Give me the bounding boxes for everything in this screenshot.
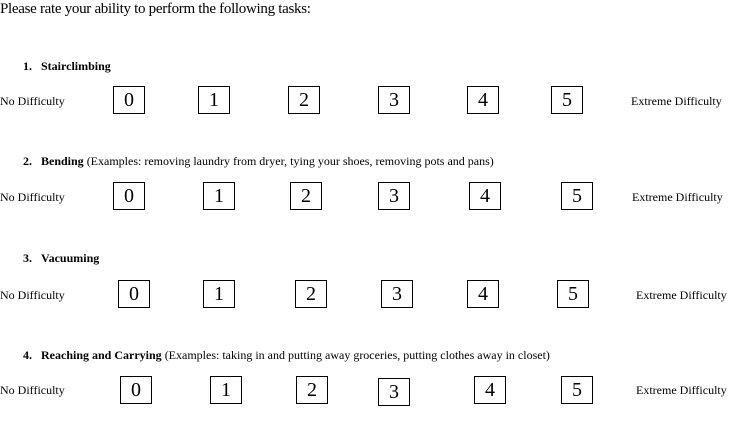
- task-vacuuming: [0, 251, 748, 341]
- task-name: Vacuuming: [41, 251, 100, 265]
- rating-option-4[interactable]: 4: [467, 86, 499, 114]
- rating-option-1[interactable]: 1: [198, 86, 230, 114]
- instructions-text: Please rate your ability to perform the following tasks:: [0, 1, 311, 17]
- rating-scale: [0, 372, 748, 406]
- task-example: (Examples: removing laundry from dryer, tying your shoes, removing pots and pans): [86, 154, 494, 168]
- scale-high-label: Extreme Difficulty: [632, 190, 723, 204]
- scale-low-label: No Difficulty: [0, 383, 65, 397]
- rating-option-4[interactable]: 4: [467, 280, 499, 308]
- task-heading: [23, 348, 550, 362]
- scale-high-label: Extreme Difficulty: [636, 383, 727, 397]
- task-heading: [23, 59, 111, 73]
- task-heading: [23, 154, 494, 168]
- task-name: Stairclimbing: [41, 59, 111, 73]
- task-number: 3.: [23, 251, 32, 265]
- rating-scale: [0, 181, 748, 215]
- task-number: 4.: [23, 348, 32, 362]
- rating-option-3[interactable]: 3: [378, 378, 410, 406]
- task-name: Reaching and Carrying: [41, 348, 162, 362]
- scale-low-label: No Difficulty: [0, 94, 65, 108]
- rating-option-2[interactable]: 2: [295, 280, 327, 308]
- rating-option-2[interactable]: 2: [290, 182, 322, 210]
- task-number: 2.: [23, 154, 32, 168]
- rating-option-2[interactable]: 2: [296, 376, 328, 404]
- rating-option-5[interactable]: 5: [557, 280, 589, 308]
- task-heading: [23, 251, 99, 265]
- task-bending: [0, 154, 748, 244]
- rating-option-3[interactable]: 3: [381, 280, 413, 308]
- rating-option-3[interactable]: 3: [378, 86, 410, 114]
- rating-option-0[interactable]: 0: [120, 376, 152, 404]
- rating-option-1[interactable]: 1: [210, 376, 242, 404]
- rating-option-5[interactable]: 5: [551, 86, 583, 114]
- rating-option-2[interactable]: 2: [288, 86, 320, 114]
- task-name: Bending: [41, 154, 84, 168]
- task-reaching-and-carrying: [0, 348, 748, 438]
- rating-option-0[interactable]: 0: [118, 280, 150, 308]
- rating-option-4[interactable]: 4: [474, 376, 506, 404]
- rating-option-0[interactable]: 0: [113, 182, 145, 210]
- scale-low-label: No Difficulty: [0, 190, 65, 204]
- rating-option-3[interactable]: 3: [378, 182, 410, 210]
- task-stairclimbing: [0, 59, 748, 149]
- rating-option-0[interactable]: 0: [113, 86, 145, 114]
- scale-high-label: Extreme Difficulty: [636, 288, 727, 302]
- rating-scale: [0, 278, 748, 312]
- rating-option-1[interactable]: 1: [203, 182, 235, 210]
- scale-low-label: No Difficulty: [0, 288, 65, 302]
- task-example: (Examples: taking in and putting away groceries, putting clothes away in closet): [164, 348, 550, 362]
- rating-option-1[interactable]: 1: [203, 280, 235, 308]
- rating-option-4[interactable]: 4: [469, 182, 501, 210]
- task-number: 1.: [23, 59, 32, 73]
- rating-option-5[interactable]: 5: [561, 376, 593, 404]
- rating-scale: [0, 86, 748, 120]
- scale-high-label: Extreme Difficulty: [631, 94, 722, 108]
- rating-option-5[interactable]: 5: [561, 182, 593, 210]
